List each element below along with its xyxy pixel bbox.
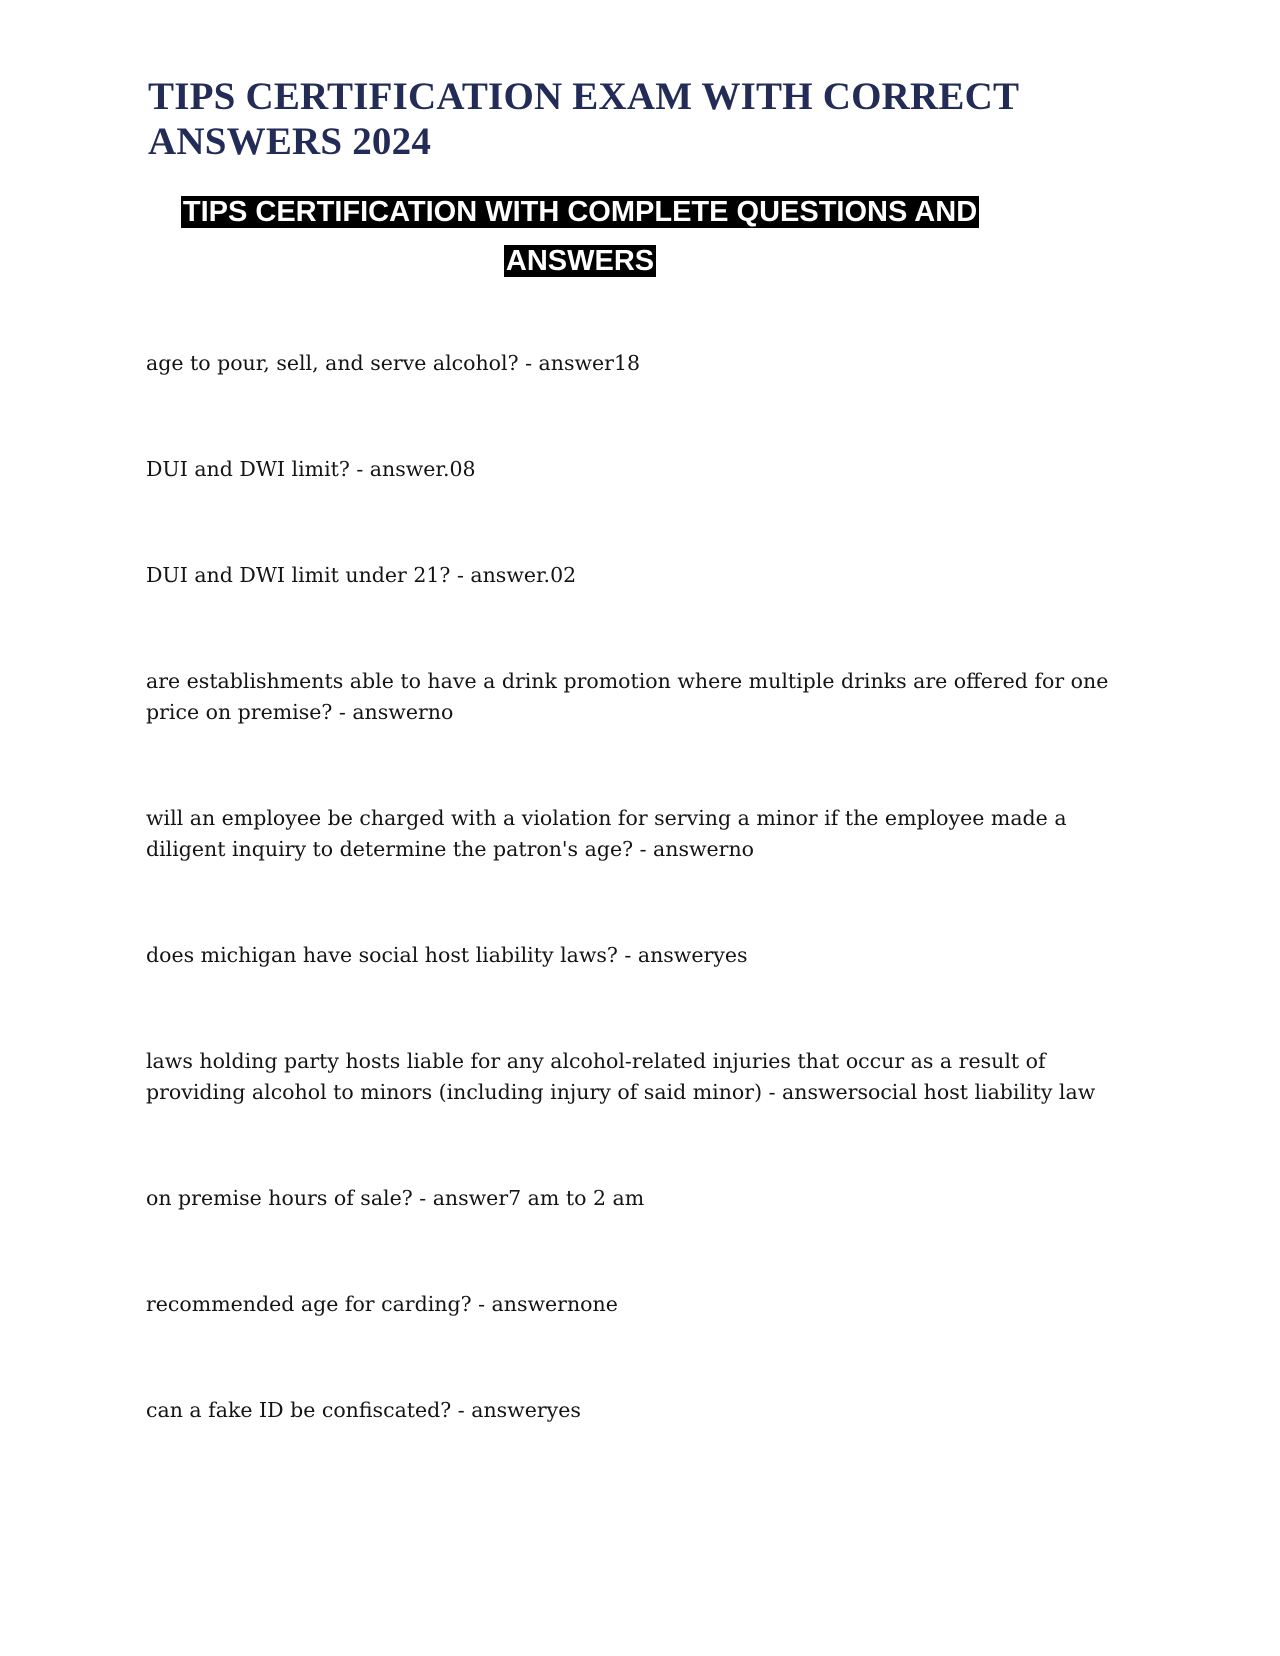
qa-item: DUI and DWI limit under 21? - answer.02 <box>146 563 577 587</box>
document-title: TIPS CERTIFICATION EXAM WITH CORRECT ANSWERS 2024 <box>148 75 1019 163</box>
qa-item: are establishments able to have a drink promotion where multiple drinks are offered for one price on premise? - answerno <box>146 669 1109 724</box>
qa-item: does michigan have social host liability laws? - answeryes <box>146 943 748 967</box>
qa-item: can a fake ID be confiscated? - answeryes <box>146 1398 581 1422</box>
subtitle-highlight-text: TIPS CERTIFICATION WITH COMPLETE QUESTIONS AND ANSWERS <box>182 196 978 277</box>
qa-item: will an employee be charged with a violation for serving a minor if the employee made a diligent inquiry to determine the patron's age? - answerno <box>146 806 1067 861</box>
qa-item: recommended age for carding? - answernone <box>146 1292 618 1316</box>
qa-item: on premise hours of sale? - answer7 am to 2 am <box>146 1186 645 1210</box>
qa-item: laws holding party hosts liable for any alcohol-related injuries that occur as a result of providing alcohol to minors (including injury of said minor) - answersocial host liability law <box>146 1049 1096 1104</box>
document-subtitle <box>170 188 990 286</box>
qa-item: age to pour, sell, and serve alcohol? - answer18 <box>146 351 641 375</box>
qa-item: DUI and DWI limit? - answer.08 <box>146 457 476 481</box>
qa-list <box>146 348 1136 1501</box>
